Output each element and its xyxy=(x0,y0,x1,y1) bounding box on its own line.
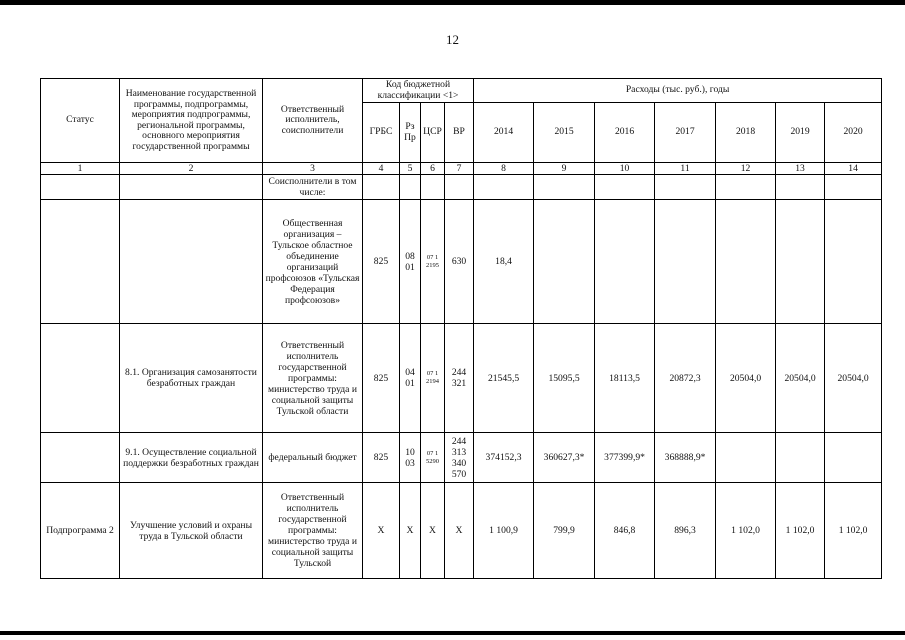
row-grbs: X xyxy=(363,483,400,579)
row-status xyxy=(41,200,120,324)
column-number: 13 xyxy=(776,163,825,175)
row-status xyxy=(41,433,120,483)
row-status xyxy=(41,175,120,200)
row-value-2014: 1 100,9 xyxy=(474,483,534,579)
column-number: 10 xyxy=(595,163,655,175)
header-executor: Ответственный исполнитель, соисполнители xyxy=(263,79,363,163)
row-value-2016: 377399,9* xyxy=(595,433,655,483)
row-rzpr xyxy=(400,175,421,200)
row-value-2017: 896,3 xyxy=(655,483,716,579)
row-value-2018 xyxy=(716,200,776,324)
table-row xyxy=(41,483,882,579)
row-executor: Общественная организация – Тульское областное объединение организаций профсоюзов «Тульская Федерация профсоюзов» xyxy=(263,200,363,324)
header-row-1 xyxy=(41,79,882,103)
row-value-2018 xyxy=(716,175,776,200)
row-value-2016: 846,8 xyxy=(595,483,655,579)
row-grbs: 825 xyxy=(363,433,400,483)
table-row xyxy=(41,175,882,200)
row-value-2019 xyxy=(776,433,825,483)
column-number: 12 xyxy=(716,163,776,175)
header-expenses: Расходы (тыс. руб.), годы xyxy=(474,79,882,103)
row-executor: федеральный бюджет xyxy=(263,433,363,483)
row-rzpr: X xyxy=(400,483,421,579)
column-number: 2 xyxy=(120,163,263,175)
row-value-2019 xyxy=(776,175,825,200)
row-value-2020 xyxy=(825,200,882,324)
row-executor: Соисполнители в том числе: xyxy=(263,175,363,200)
column-number: 1 xyxy=(41,163,120,175)
header-year: 2018 xyxy=(716,103,776,163)
row-csr: X xyxy=(421,483,445,579)
row-rzpr: 10 03 xyxy=(400,433,421,483)
top-border xyxy=(0,0,905,5)
row-csr: 07 1 2195 xyxy=(421,200,445,324)
header-csr: ЦСР xyxy=(421,103,445,163)
row-status xyxy=(41,324,120,433)
row-value-2014: 374152,3 xyxy=(474,433,534,483)
row-value-2020 xyxy=(825,175,882,200)
row-name: 8.1. Организация самозанятости безработных граждан xyxy=(120,324,263,433)
row-rzpr: 04 01 xyxy=(400,324,421,433)
row-value-2015: 360627,3* xyxy=(534,433,595,483)
row-value-2020: 1 102,0 xyxy=(825,483,882,579)
row-value-2016 xyxy=(595,200,655,324)
column-number: 11 xyxy=(655,163,716,175)
row-vr xyxy=(445,175,474,200)
row-csr xyxy=(421,175,445,200)
header-year: 2016 xyxy=(595,103,655,163)
row-value-2018 xyxy=(716,433,776,483)
row-value-2019: 1 102,0 xyxy=(776,483,825,579)
header-rzpr: Рз Пр xyxy=(400,103,421,163)
row-value-2014: 18,4 xyxy=(474,200,534,324)
row-value-2015: 15095,5 xyxy=(534,324,595,433)
row-vr: 630 xyxy=(445,200,474,324)
header-status: Статус xyxy=(41,79,120,163)
header-year: 2017 xyxy=(655,103,716,163)
column-number: 3 xyxy=(263,163,363,175)
row-value-2015 xyxy=(534,175,595,200)
row-name xyxy=(120,200,263,324)
table-row xyxy=(41,433,882,483)
column-number: 14 xyxy=(825,163,882,175)
column-number: 4 xyxy=(363,163,400,175)
column-number: 5 xyxy=(400,163,421,175)
column-number: 9 xyxy=(534,163,595,175)
row-value-2016 xyxy=(595,175,655,200)
row-name xyxy=(120,175,263,200)
row-value-2014: 21545,5 xyxy=(474,324,534,433)
row-csr: 07 1 5290 xyxy=(421,433,445,483)
row-grbs xyxy=(363,175,400,200)
table-row xyxy=(41,200,882,324)
row-status: Подпрограмма 2 xyxy=(41,483,120,579)
row-vr: X xyxy=(445,483,474,579)
row-value-2019 xyxy=(776,200,825,324)
row-value-2015: 799,9 xyxy=(534,483,595,579)
header-vr: ВР xyxy=(445,103,474,163)
header-grbs: ГРБС xyxy=(363,103,400,163)
row-name: 9.1. Осуществление социальной поддержки безработных граждан xyxy=(120,433,263,483)
header-year: 2019 xyxy=(776,103,825,163)
bottom-border xyxy=(0,631,905,635)
column-number: 8 xyxy=(474,163,534,175)
row-vr: 244 321 xyxy=(445,324,474,433)
row-value-2018: 20504,0 xyxy=(716,324,776,433)
header-name: Наименование государственной программы, подпрограммы, мероприятия подпрограммы, региональной программы, основного мероприятия государственной программы xyxy=(120,79,263,163)
row-csr: 07 1 2194 xyxy=(421,324,445,433)
header-year: 2014 xyxy=(474,103,534,163)
row-grbs: 825 xyxy=(363,200,400,324)
row-grbs: 825 xyxy=(363,324,400,433)
row-value-2018: 1 102,0 xyxy=(716,483,776,579)
row-value-2020: 20504,0 xyxy=(825,324,882,433)
row-value-2016: 18113,5 xyxy=(595,324,655,433)
row-value-2019: 20504,0 xyxy=(776,324,825,433)
header-year: 2020 xyxy=(825,103,882,163)
column-number: 7 xyxy=(445,163,474,175)
row-value-2017 xyxy=(655,175,716,200)
row-value-2014 xyxy=(474,175,534,200)
row-value-2015 xyxy=(534,200,595,324)
row-value-2020 xyxy=(825,433,882,483)
header-budget-code: Код бюджетной классификации <1> xyxy=(363,79,474,103)
table-row xyxy=(41,324,882,433)
row-rzpr: 08 01 xyxy=(400,200,421,324)
row-value-2017: 368888,9* xyxy=(655,433,716,483)
column-number-row xyxy=(41,163,882,175)
page-number: 12 xyxy=(446,32,459,47)
row-executor: Ответственный исполнитель государственной программы: министерство труда и социальной защиты Тульской xyxy=(263,483,363,579)
row-value-2017: 20872,3 xyxy=(655,324,716,433)
row-vr: 244 313 340 570 xyxy=(445,433,474,483)
row-executor: Ответственный исполнитель государственной программы: министерство труда и социальной защиты Тульской области xyxy=(263,324,363,433)
row-value-2017 xyxy=(655,200,716,324)
row-name: Улучшение условий и охраны труда в Тульской области xyxy=(120,483,263,579)
budget-table xyxy=(40,78,882,579)
column-number: 6 xyxy=(421,163,445,175)
header-year: 2015 xyxy=(534,103,595,163)
